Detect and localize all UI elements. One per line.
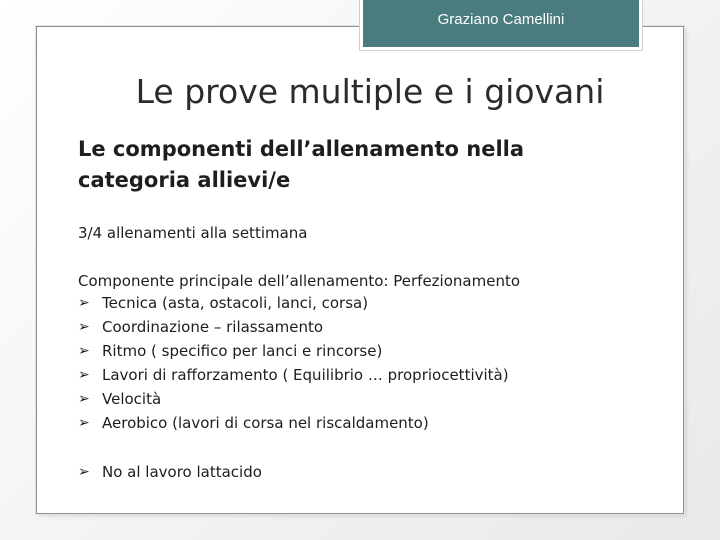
- author-box: [360, 0, 642, 50]
- final-bullet: [78, 463, 262, 487]
- list-item: [78, 366, 509, 390]
- arrow-bullet-icon: ➢: [78, 391, 90, 407]
- list-item-text: Tecnica (asta, ostacoli, lanci, corsa): [102, 294, 369, 312]
- list-item: [78, 342, 509, 366]
- arrow-bullet-icon: ➢: [78, 415, 90, 431]
- components-list: [78, 294, 509, 438]
- arrow-bullet-icon: ➢: [78, 343, 90, 359]
- list-item-text: Aerobico (lavori di corsa nel riscaldamento): [102, 414, 429, 432]
- components-heading: Componente principale dell’allenamento: Perfezionamento: [78, 272, 521, 290]
- arrow-bullet-icon: ➢: [78, 319, 90, 335]
- list-item-text: Coordinazione – rilassamento: [102, 318, 324, 336]
- list-item: [78, 318, 509, 342]
- list-item-text: No al lavoro lattacido: [102, 463, 262, 481]
- slide-subtitle: Le componenti dell’allenamento nella categoria allievi/e: [78, 137, 525, 192]
- list-item: [78, 463, 262, 487]
- list-item-text: Lavori di rafforzamento ( Equilibrio … propriocettività): [102, 366, 509, 384]
- list-item-text: Ritmo ( specifico per lanci e rincorse): [102, 342, 383, 360]
- list-item: [78, 294, 509, 318]
- author-name: Graziano Camellini: [437, 11, 565, 28]
- list-item: [78, 390, 509, 414]
- slide-title: Le prove multiple e i giovani: [135, 72, 605, 111]
- list-item: [78, 414, 509, 438]
- list-item-text: Velocità: [102, 390, 162, 408]
- arrow-bullet-icon: ➢: [78, 295, 90, 311]
- arrow-bullet-icon: ➢: [78, 367, 90, 383]
- arrow-bullet-icon: ➢: [78, 464, 90, 480]
- training-frequency: 3/4 allenamenti alla settimana: [78, 224, 308, 242]
